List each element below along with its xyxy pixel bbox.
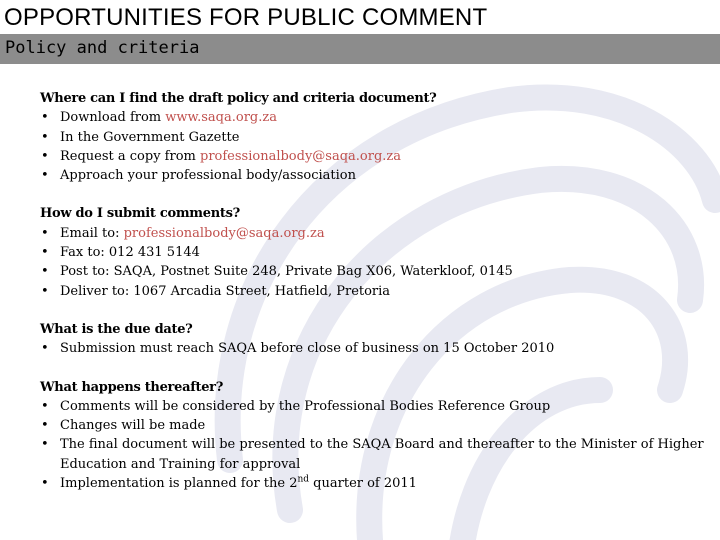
bullet-list xyxy=(40,108,710,185)
contact-link[interactable]: www.saqa.org.za xyxy=(165,110,277,126)
bullet-icon: • xyxy=(41,225,49,241)
item-text: The final document will be presented to the SAQA Board and thereafter to the Minister of Higher Education and Training for approval xyxy=(60,437,704,472)
bullet-icon: • xyxy=(41,110,49,126)
bullet-icon: • xyxy=(41,148,49,164)
bullet-list xyxy=(40,339,710,358)
list-item xyxy=(40,416,710,435)
list-item xyxy=(40,147,710,166)
list-item xyxy=(40,128,710,147)
page-title: OPPORTUNITIES FOR PUBLIC COMMENT xyxy=(4,4,488,31)
page-subtitle: Policy and criteria xyxy=(5,38,200,58)
contact-link[interactable]: professionalbody@saqa.org.za xyxy=(123,225,325,241)
bullet-icon: • xyxy=(41,283,49,299)
list-item xyxy=(40,435,710,474)
item-text: Submission must reach SAQA before close of business on 15 October 2010 xyxy=(60,341,555,357)
list-item xyxy=(40,282,710,301)
item-text: Request a copy from xyxy=(60,148,200,164)
bullet-icon: • xyxy=(41,264,49,280)
section-heading: What is the due date? xyxy=(40,321,193,337)
item-text: Changes will be made xyxy=(60,418,206,434)
section-heading: Where can I find the draft policy and criteria document? xyxy=(40,91,437,106)
bullet-list xyxy=(40,224,710,301)
content-body xyxy=(40,89,710,512)
bullet-icon: • xyxy=(41,437,49,453)
item-text-after: quarter of 2011 xyxy=(309,476,417,492)
faq-section xyxy=(40,204,710,300)
item-text: Implementation is planned for the 2 xyxy=(60,476,298,492)
bullet-icon: • xyxy=(41,245,49,261)
bullet-icon: • xyxy=(41,398,49,414)
bullet-icon: • xyxy=(41,476,49,492)
bullet-icon: • xyxy=(41,168,49,184)
list-item xyxy=(40,108,710,127)
list-item xyxy=(40,166,710,185)
item-text: In the Government Gazette xyxy=(60,129,240,145)
subtitle-bar xyxy=(0,34,720,64)
bullet-icon: • xyxy=(41,341,49,357)
faq-section xyxy=(40,89,710,185)
item-text: Deliver to: 1067 Arcadia Street, Hatfield, Pretoria xyxy=(60,283,391,299)
faq-section xyxy=(40,320,710,359)
contact-link[interactable]: professionalbody@saqa.org.za xyxy=(200,148,402,164)
bullet-icon: • xyxy=(41,418,49,434)
item-text: Post to: SAQA, Postnet Suite 248, Private Bag X06, Waterkloof, 0145 xyxy=(60,264,513,280)
section-heading: What happens thereafter? xyxy=(40,379,224,395)
item-text: Approach your professional body/association xyxy=(60,168,356,184)
list-item xyxy=(40,474,710,493)
faq-section xyxy=(40,378,710,494)
item-text: Email to: xyxy=(60,225,124,241)
list-item xyxy=(40,224,710,243)
list-item xyxy=(40,397,710,416)
list-item xyxy=(40,262,710,281)
list-item xyxy=(40,243,710,262)
item-text: Fax to: 012 431 5144 xyxy=(60,245,200,261)
bullet-list xyxy=(40,397,710,493)
section-heading: How do I submit comments? xyxy=(40,206,240,222)
ordinal-superscript: nd xyxy=(297,474,310,485)
list-item xyxy=(40,339,710,358)
item-text: Comments will be considered by the Professional Bodies Reference Group xyxy=(60,398,551,414)
item-text: Download from xyxy=(60,110,166,126)
bullet-icon: • xyxy=(41,129,49,145)
